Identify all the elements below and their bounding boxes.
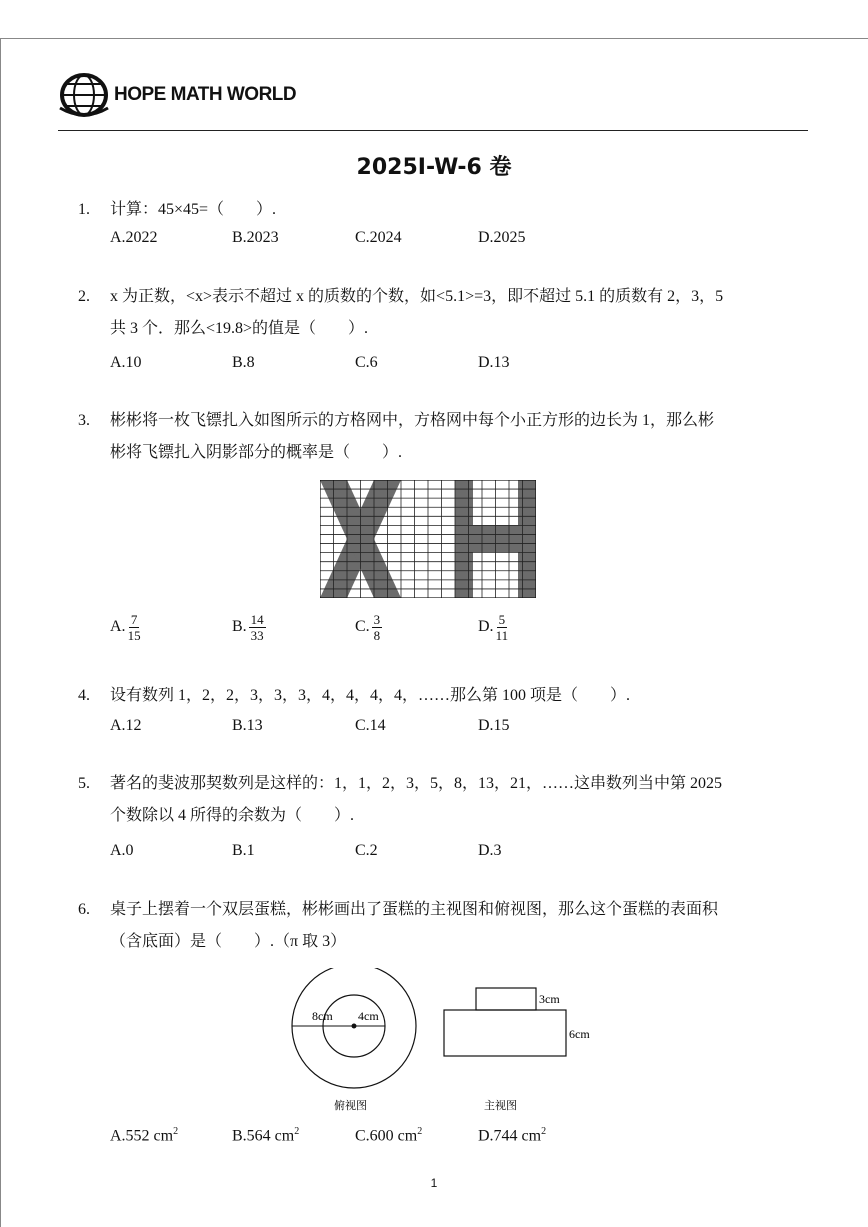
option-d: D.2025 <box>478 229 526 246</box>
option-c: C.14 <box>355 717 386 734</box>
question-text-line2: 彬将飞镖扎入阴影部分的概率是（ ）. <box>110 444 403 461</box>
option-c: C.2 <box>355 842 378 859</box>
option-b: B. $\frac{14}{33}$ <box>232 612 264 643</box>
question-number: 4. <box>78 687 90 704</box>
top-tier <box>476 988 536 1010</box>
fraction: $\frac{7}{15}$ <box>127 612 141 643</box>
page-title: 2025I-W-6 卷 <box>356 155 512 180</box>
brand-name: HOPE MATH WORLD <box>114 84 297 105</box>
page-top-border <box>0 38 868 39</box>
option-b: B.13 <box>232 717 263 734</box>
inner-radius-label: 4cm <box>358 1009 379 1023</box>
question-text: 彬彬将一枚飞镖扎入如图所示的方格网中，方格网中每个小正方形的边长为 1，那么彬 <box>110 412 715 429</box>
question-text: 计算：45×45=（ ）. <box>110 201 277 218</box>
question-number: 1. <box>78 201 90 218</box>
fraction: $\frac{5}{11}$ <box>495 612 509 643</box>
option-d: D. $\frac{5}{11}$ <box>478 612 509 643</box>
option-c: C. $\frac{3}{8}$ <box>355 612 381 643</box>
option-c: C.2024 <box>355 229 402 246</box>
option-a: A.12 <box>110 717 142 734</box>
h-shape-right <box>518 480 536 598</box>
option-a: A.552 $cm^2$ <box>110 1126 179 1145</box>
option-a: A.2022 <box>110 229 158 246</box>
question-text-line2: （含底面）是（ ）.（π 取 3） <box>110 933 347 950</box>
option-a: A.0 <box>110 842 134 859</box>
brand-logo <box>58 70 296 120</box>
question-text: 著名的斐波那契数列是这样的：1，1，2，3，5，8，13，21，……这串数列当中第 2025 <box>110 775 723 792</box>
question-number: 2. <box>78 288 90 305</box>
option-a: A.10 <box>110 354 142 371</box>
question-5 <box>78 768 798 832</box>
dart-grid-figure <box>320 480 536 598</box>
top-view-caption: 俯视图 <box>334 1099 367 1112</box>
question-text-line2: 共 3 个．那么<19.8>的值是（ ）. <box>110 320 369 337</box>
page-left-border <box>0 38 1 1227</box>
fraction: $\frac{14}{33}$ <box>250 612 264 643</box>
question-number: 6. <box>78 901 90 918</box>
question-text: 桌子上摆着一个双层蛋糕，彬彬画出了蛋糕的主视图和俯视图，那么这个蛋糕的表面积 <box>110 901 719 918</box>
page-number: 1 <box>430 1176 438 1190</box>
option-d: D.15 <box>478 717 510 734</box>
question-6 <box>78 894 798 958</box>
option-b: B.2023 <box>232 229 279 246</box>
option-d: D.13 <box>478 354 510 371</box>
question-3 <box>78 405 798 469</box>
cake-figure <box>288 968 618 1118</box>
option-d: D.3 <box>478 842 502 859</box>
option-d: D.744 $cm^2$ <box>478 1126 547 1145</box>
option-b: B.8 <box>232 354 255 371</box>
bottom-tier <box>444 1010 566 1056</box>
fraction: $\frac{3}{8}$ <box>373 612 381 643</box>
question-number: 5. <box>78 775 90 792</box>
question-1 <box>78 194 798 226</box>
front-view-caption: 主视图 <box>484 1099 517 1112</box>
option-c: C.6 <box>355 354 378 371</box>
question-number: 3. <box>78 412 90 429</box>
question-text-line2: 个数除以 4 所得的余数为（ ）. <box>110 807 355 824</box>
top-tier-height: 3cm <box>539 992 560 1006</box>
option-b: B.1 <box>232 842 255 859</box>
globe-icon <box>58 70 110 120</box>
option-c: C.600 $cm^2$ <box>355 1126 423 1145</box>
outer-radius-label: 8cm <box>312 1009 333 1023</box>
h-shape-left <box>455 480 473 598</box>
bottom-tier-height: 6cm <box>569 1027 590 1041</box>
header-rule <box>58 130 808 131</box>
question-text: 设有数列 1，2，2，3，3，3，4，4，4，4，……那么第 100 项是（ ）. <box>110 687 631 704</box>
question-text: x 为正数，<x>表示不超过 x 的质数的个数，如<5.1>=3，即不超过 5.1 的质数有 2，3，5 <box>110 288 724 305</box>
option-a: A. $\frac{7}{15}$ <box>110 612 141 643</box>
question-4 <box>78 680 798 712</box>
question-2 <box>78 281 798 345</box>
option-b: B.564 $cm^2$ <box>232 1126 300 1145</box>
